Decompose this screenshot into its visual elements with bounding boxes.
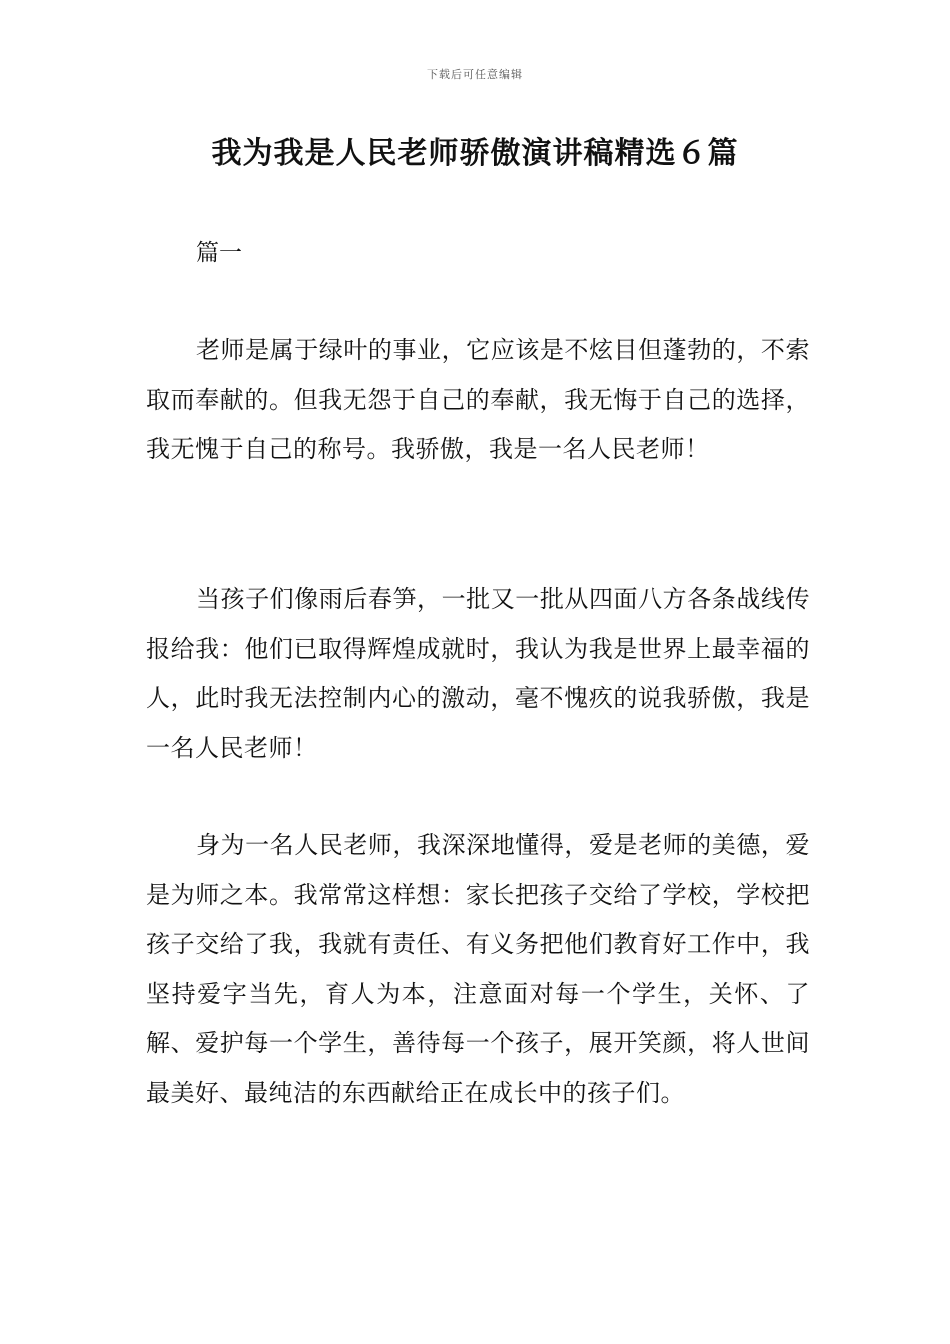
paragraph-3: 身为一名人民老师，我深深地懂得，爱是老师的美德，爱是为师之本。我常常这样想：家长把孩子交给了学校，学校把孩子交给了我，我就有责任、有义务把他们教育好工作中，我坚持爱字当先，育人为本，注意面对每一个学生，关怀、了解、爱护每一个学生，善待每一个孩子，展开笑颜，将人世间最美好、最纯洁的东西献给正在成长中的孩子们。 (146, 831, 810, 1107)
section-label: 篇一 (196, 240, 242, 266)
paragraph-1: 老师是属于绿叶的事业，它应该是不炫目但蓬勃的，不索取而奉献的。但我无怨于自己的奉献，我无悔于自己的选择，我无愧于自己的称号。我骄傲，我是一名人民老师！ (146, 336, 810, 463)
document-title: 我为我是人民老师骄傲演讲稿精选６篇 (211, 136, 739, 171)
header-note: 下载后可任意编辑 (427, 68, 523, 81)
paragraph-2: 当孩子们像雨后春笋，一批又一批从四面八方各条战线传报给我：他们已取得辉煌成就时，我认为我是世界上最幸福的人，此时我无法控制内心的激动，毫不愧疚的说我骄傲，我是一名人民老师！ (146, 585, 810, 762)
